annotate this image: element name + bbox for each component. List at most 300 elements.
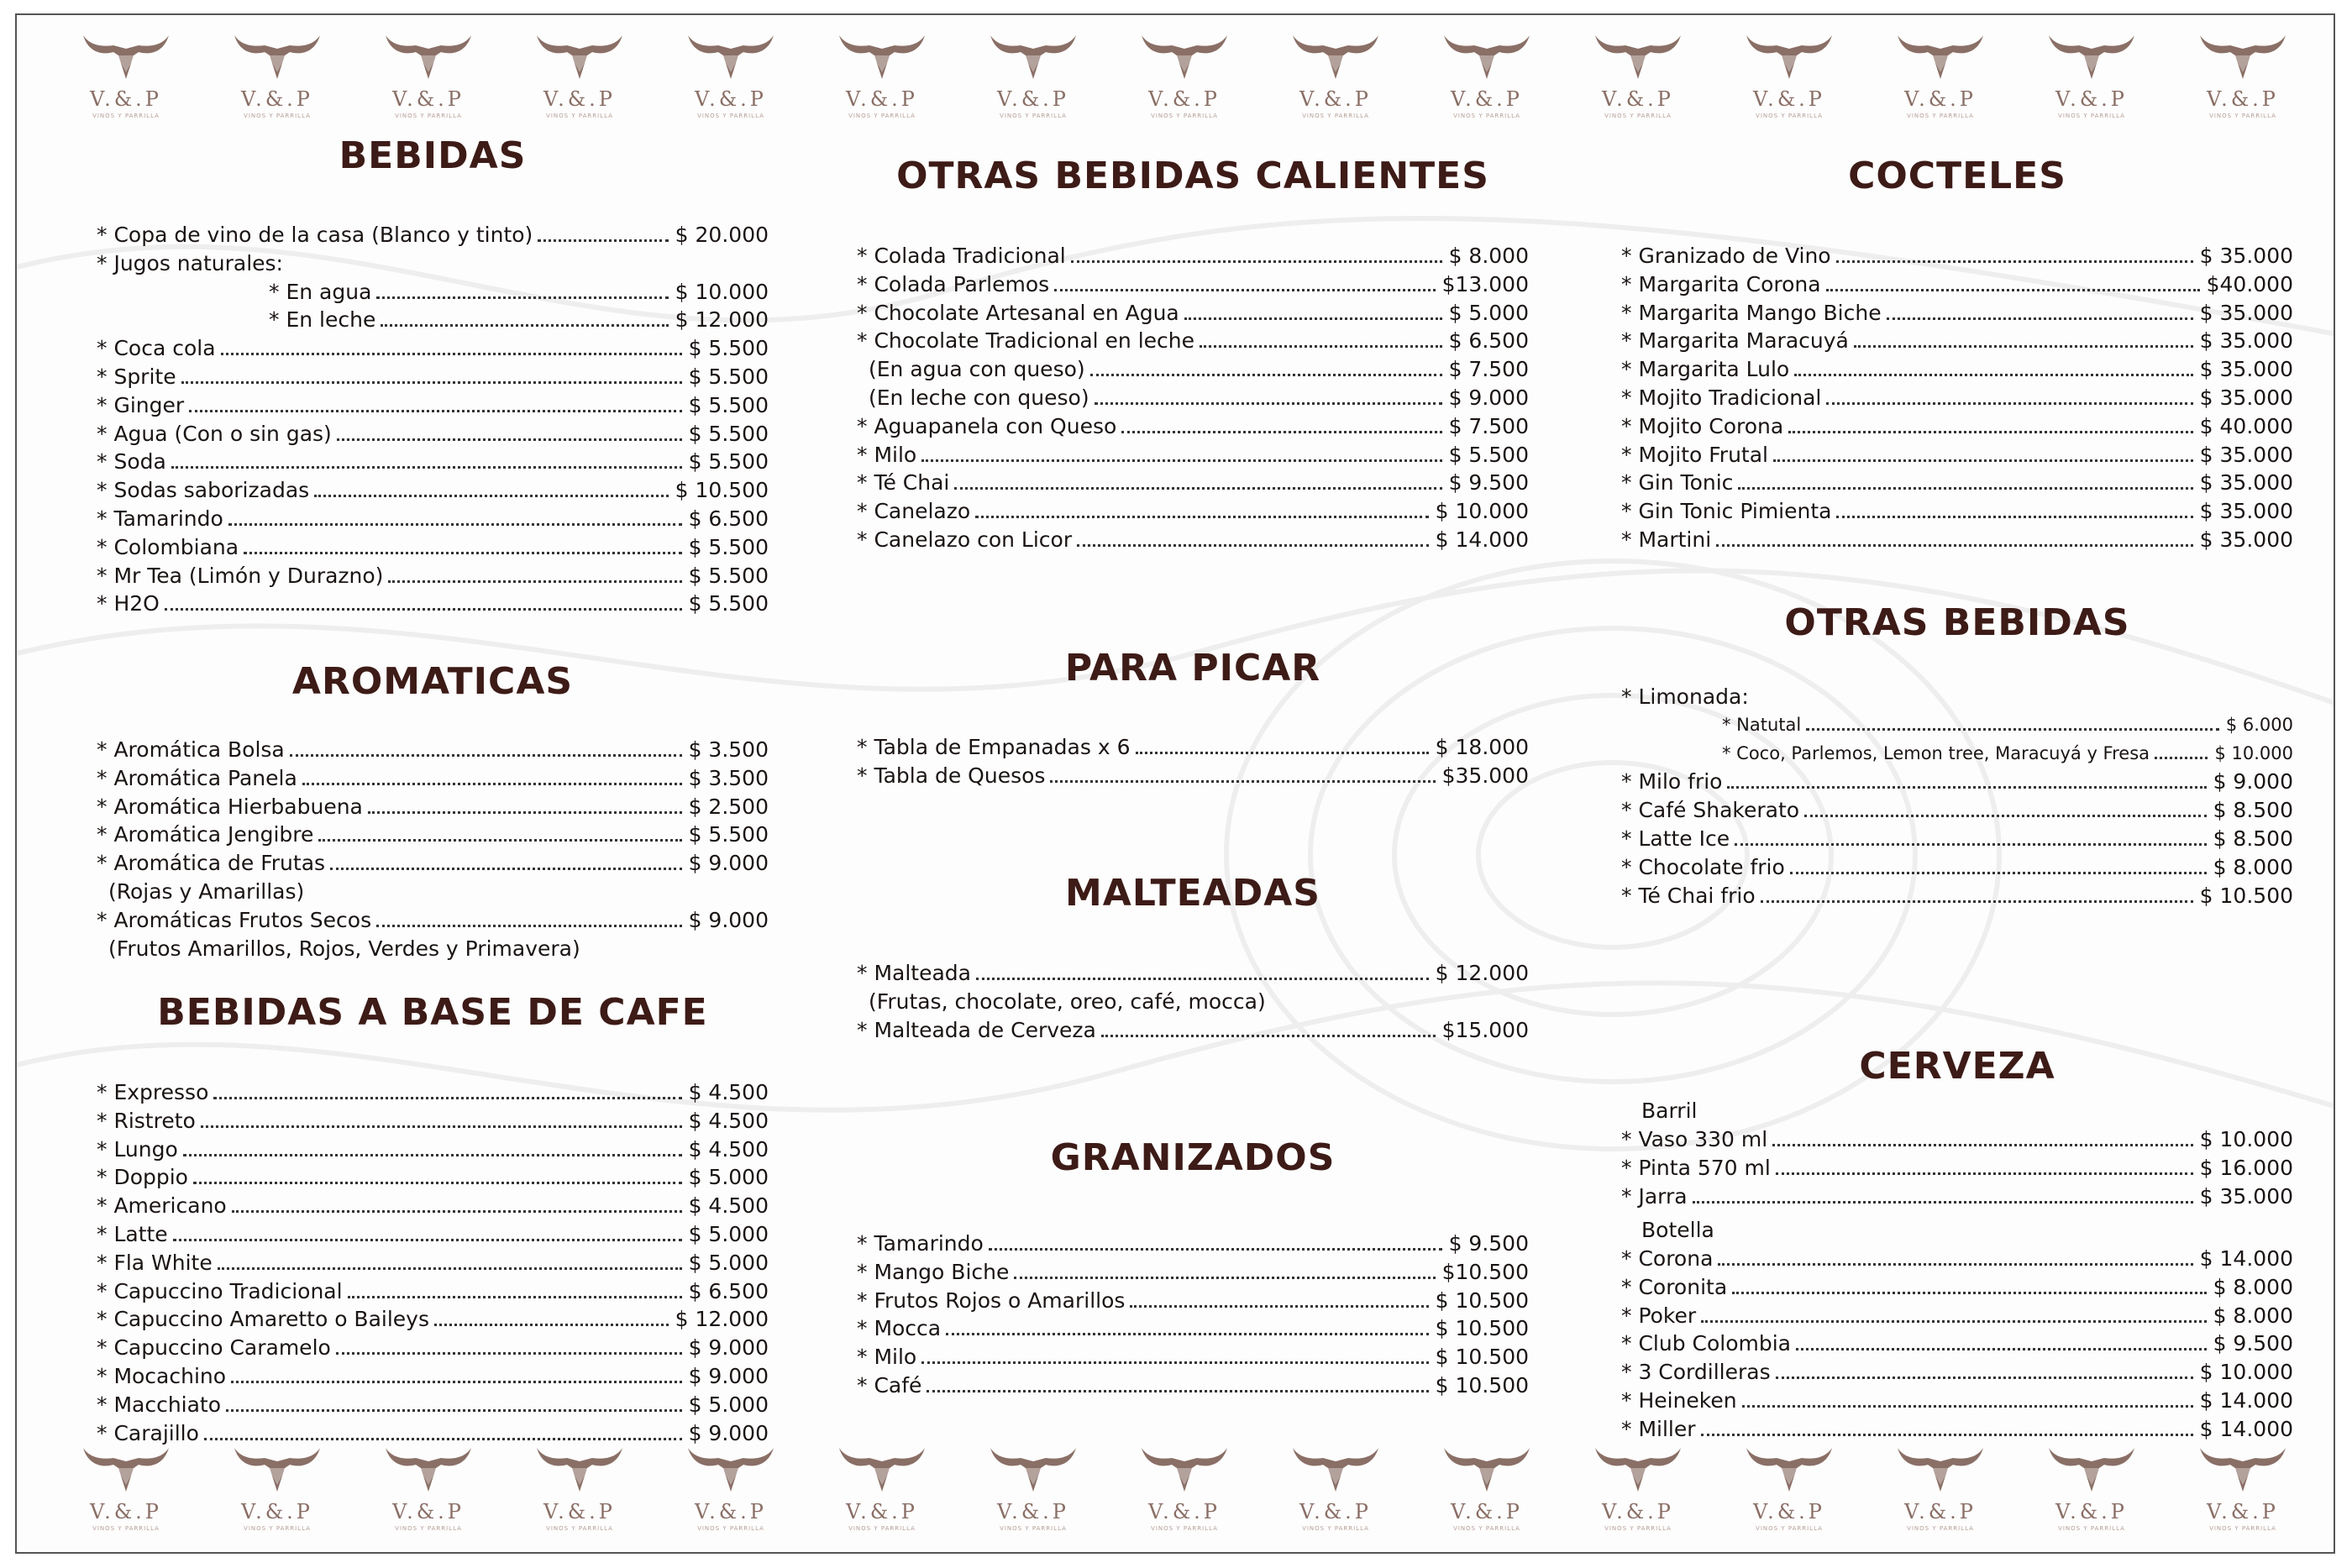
menu-item [97, 1220, 769, 1249]
menu-item-price: $ 5.500 [688, 421, 769, 446]
menu-item-name: * En agua [269, 279, 372, 304]
menu-item-price: $ 10.000 [675, 279, 769, 304]
list-otras [1621, 683, 2293, 910]
brand-monogram: V.&.P [392, 1500, 465, 1523]
menu-item-name: * Malteada de Cerveza [857, 1017, 1096, 1042]
menu-item-name: * Miller [1621, 1416, 1696, 1441]
menu-item-name: * Granizado de Vino [1621, 244, 1831, 268]
menu-item [1621, 1125, 2293, 1154]
list-calientes [857, 242, 1529, 554]
dot-leader [1727, 786, 2206, 789]
menu-item-name: * En leche [269, 307, 376, 333]
brand-tagline: VINOS Y PARRILLA [848, 113, 916, 119]
dot-leader [1701, 1320, 2206, 1323]
menu-item-name: * Mocachino [97, 1363, 227, 1388]
brand-tagline: VINOS Y PARRILLA [2058, 1525, 2125, 1532]
menu-item [1621, 526, 2293, 554]
menu-item [1621, 1245, 2293, 1273]
menu-item-name: * Canelazo con Licor [857, 527, 1073, 552]
dot-leader [1794, 374, 2192, 376]
menu-item-price: $10.500 [1441, 1259, 1529, 1284]
menu-item-price: $13.000 [1441, 271, 1529, 296]
menu-item [857, 384, 1529, 412]
menu-item [857, 469, 1529, 497]
menu-item [97, 249, 769, 278]
brand-monogram: V.&.P [1148, 87, 1221, 111]
menu-item-name: * Limonada: [1621, 684, 1749, 709]
brand-tagline: VINOS Y PARRILLA [1604, 113, 1672, 119]
brand-monogram: V.&.P [2055, 1500, 2128, 1523]
dot-leader [314, 495, 669, 497]
dot-leader [302, 783, 682, 785]
menu-item [857, 355, 1529, 384]
dot-leader [1854, 345, 2193, 348]
menu-item-name: * Capuccino Caramelo [97, 1335, 331, 1361]
dot-leader [954, 487, 1441, 490]
menu-item [97, 306, 769, 334]
list-cerveza-barril [1621, 1097, 2293, 1125]
menu-item-price: $ 35.000 [2199, 385, 2293, 410]
menu-item-name: * 3 Cordilleras [1621, 1360, 1771, 1385]
brand-tagline: VINOS Y PARRILLA [1000, 1525, 1067, 1532]
menu-item-name: * Lungo [97, 1136, 178, 1162]
dot-leader [1136, 752, 1429, 754]
menu-item-name: * Colada Tradicional [857, 244, 1066, 268]
menu-item-name: (En agua con queso) [869, 357, 1085, 382]
menu-item-price: $ 5.000 [688, 1221, 769, 1246]
menu-item-name: * Café Shakerato [1621, 798, 1800, 823]
menu-item-price: $ 5.500 [688, 822, 769, 847]
menu-item [97, 906, 769, 935]
menu-item-name: * Margarita Maracuyá [1621, 328, 1849, 354]
menu-item [97, 1277, 769, 1306]
dot-leader [1718, 1263, 2192, 1266]
menu-item-price: $ 5.000 [1448, 300, 1529, 325]
menu-item-name: * Vaso 330 ml [1621, 1127, 1768, 1151]
dot-leader [201, 1125, 682, 1128]
menu-item-name: * Mocca [857, 1316, 942, 1341]
menu-item-name: * Tabla de Quesos [857, 763, 1046, 788]
menu-item-name: * H2O [97, 591, 160, 616]
menu-item [97, 533, 769, 562]
menu-item-name: * Copa de vino de la casa (Blanco y tinto) [97, 223, 533, 247]
dot-leader [989, 1248, 1442, 1251]
list-malteadas [857, 959, 1529, 1044]
menu-item-price: $ 5.500 [688, 591, 769, 616]
menu-item [97, 1334, 769, 1362]
menu-item-price: $ 9.000 [688, 1420, 769, 1445]
menu-item-name: * Aromática Hierbabuena [97, 794, 363, 819]
brand-monogram: V.&.P [90, 87, 162, 111]
dot-leader [193, 1182, 682, 1184]
menu-item [857, 526, 1529, 554]
menu-item-name: * Ginger [97, 392, 185, 417]
menu-item-price: $ 35.000 [2199, 470, 2293, 496]
dot-leader [213, 1097, 681, 1099]
menu-item-price: $ 9.000 [688, 851, 769, 876]
menu-item-price: $ 3.500 [688, 737, 769, 762]
cerveza-botella-label: Botella [1641, 1218, 1714, 1242]
dot-leader [181, 381, 682, 384]
menu-item-price: $ 10.500 [1435, 1345, 1529, 1370]
brand-monogram: V.&.P [2055, 87, 2128, 111]
menu-sheet [15, 13, 2335, 1554]
menu-item-name: * Malteada [857, 961, 971, 985]
menu-item-price: $ 8.000 [2213, 1303, 2293, 1328]
dot-leader [204, 1438, 682, 1440]
list-picar [857, 733, 1529, 790]
menu-item [97, 420, 769, 448]
dot-leader [1050, 780, 1435, 783]
dot-leader [1735, 843, 2206, 846]
menu-item [97, 221, 769, 249]
menu-item [1621, 1358, 2293, 1387]
dot-leader [921, 1361, 1428, 1364]
dot-leader [1761, 900, 2193, 903]
menu-item-price: $ 35.000 [2199, 527, 2293, 552]
menu-item [857, 959, 1529, 988]
menu-item-name: * Corona [1621, 1246, 1714, 1271]
menu-item-price: $ 10.500 [1435, 1287, 1529, 1313]
menu-item-name: * Frutos Rojos o Amarillos [857, 1287, 1126, 1313]
menu-item-price: $ 14.000 [1435, 527, 1529, 552]
brand-tagline: VINOS Y PARRILLA [2209, 1525, 2276, 1532]
menu-item-price: $ 10.500 [675, 478, 769, 503]
menu-item-price: $ 6.500 [688, 1278, 769, 1303]
menu-item-name: * Jugos naturales: [97, 250, 283, 275]
brand-tagline: VINOS Y PARRILLA [1453, 113, 1520, 119]
brand-monogram: V.&.P [241, 87, 313, 111]
menu-item [1621, 1329, 2293, 1358]
brand-tagline: VINOS Y PARRILLA [697, 113, 764, 119]
menu-item [1621, 242, 2293, 270]
dot-leader [376, 296, 668, 299]
brand-tagline: VINOS Y PARRILLA [1000, 113, 1067, 119]
dot-leader [1796, 1348, 2207, 1350]
menu-item-name: * Martini [1621, 527, 1712, 552]
menu-item-price: $ 9.500 [2213, 1331, 2293, 1356]
menu-item-price: $ 9.000 [688, 1363, 769, 1388]
menu-item [857, 1016, 1529, 1045]
menu-item-name: * Fla White [97, 1250, 213, 1275]
brand-monogram: V.&.P [997, 87, 1069, 111]
dot-leader [165, 608, 682, 611]
menu-item-price: $ 35.000 [2199, 442, 2293, 467]
menu-item-price: $ 9.500 [1448, 470, 1529, 496]
menu-item [1621, 441, 2293, 469]
menu-item-name: * Aromática de Frutas [97, 851, 326, 876]
menu-item [857, 988, 1529, 1016]
menu-item-name: * Jarra [1621, 1183, 1688, 1209]
list-granizados [857, 1230, 1529, 1400]
menu-item-name: * Chocolate Artesanal en Agua [857, 300, 1179, 325]
section-title-granizados: GRANIZADOS [1050, 1136, 1336, 1179]
brand-monogram: V.&.P [543, 1500, 616, 1523]
menu-item [857, 1230, 1529, 1258]
menu-item [857, 1287, 1529, 1315]
menu-item-name: * Margarita Lulo [1621, 357, 1790, 382]
brand-monogram: V.&.P [392, 87, 465, 111]
menu-item-price: $ 10.000 [2199, 1360, 2293, 1385]
dot-leader [1732, 1292, 2206, 1294]
brand-tagline: VINOS Y PARRILLA [546, 1525, 613, 1532]
dot-leader [1077, 544, 1429, 547]
menu-item-price: $ 8.000 [2213, 1274, 2293, 1299]
dot-leader [1101, 1035, 1436, 1037]
brand-monogram: V.&.P [1904, 87, 1977, 111]
menu-item [1621, 768, 2293, 796]
dot-leader [1836, 516, 2192, 518]
menu-item-price: $ 10.000 [2199, 1127, 2293, 1151]
menu-item-name: * Milo [857, 442, 917, 467]
menu-item [857, 412, 1529, 441]
menu-item-name: * Café [857, 1372, 922, 1398]
brand-tagline: VINOS Y PARRILLA [1302, 113, 1369, 119]
menu-item-name: * Club Colombia [1621, 1331, 1791, 1356]
menu-item-name: * Ristreto [97, 1108, 196, 1133]
menu-item-name: * Capuccino Tradicional [97, 1278, 343, 1303]
menu-item-price: $ 16.000 [2199, 1155, 2293, 1180]
brand-monogram: V.&.P [1299, 87, 1372, 111]
dot-leader [1806, 728, 2219, 731]
menu-item [97, 1163, 769, 1192]
brand-monogram: V.&.P [1753, 1500, 1825, 1523]
menu-item [97, 1419, 769, 1448]
menu-item-name: * Coco, Parlemos, Lemon tree, Maracuyá y Fresa [1722, 742, 2150, 763]
menu-item-price: $ 5.000 [688, 1250, 769, 1275]
menu-item-price: $ 12.000 [675, 307, 769, 333]
menu-item [1621, 469, 2293, 497]
brand-tagline: VINOS Y PARRILLA [1151, 1525, 1218, 1532]
menu-item-price: $ 6.500 [1448, 328, 1529, 354]
menu-item [1621, 1154, 2293, 1183]
menu-item-price: $ 14.000 [2199, 1416, 2293, 1441]
menu-item-name: * Mojito Corona [1621, 413, 1784, 438]
brand-tagline: VINOS Y PARRILLA [395, 1525, 462, 1532]
menu-item-price: $ 5.500 [688, 449, 769, 475]
menu-item-price: $ 20.000 [675, 223, 769, 247]
brand-monogram: V.&.P [1451, 1500, 1523, 1523]
section-title-cocteles: COCTELES [1848, 155, 2066, 197]
menu-item-price: $ 10.500 [1435, 1372, 1529, 1398]
menu-item-price: $ 35.000 [2199, 357, 2293, 382]
menu-item-price: $ 5.000 [688, 1392, 769, 1417]
brand-tagline: VINOS Y PARRILLA [395, 113, 462, 119]
column-right [1621, 15, 2293, 1554]
menu-item-price: $ 12.000 [1435, 961, 1529, 985]
menu-item-name: * Carajillo [97, 1420, 199, 1445]
menu-item-price: $ 8.000 [2213, 854, 2293, 879]
dot-leader [1716, 544, 2193, 547]
menu-item-name: * Mr Tea (Limón y Durazno) [97, 563, 384, 588]
dot-leader [290, 754, 682, 757]
menu-item-name: * Expresso [97, 1080, 209, 1104]
menu-item-name: * Sodas saborizadas [97, 478, 310, 503]
dot-leader [1130, 1305, 1428, 1308]
dot-leader [1887, 317, 2193, 320]
menu-item [857, 762, 1529, 790]
dot-leader [232, 1210, 682, 1213]
menu-item-name: * Chocolate frio [1621, 854, 1785, 879]
menu-item-name: * Heineken [1621, 1387, 1737, 1413]
list-cerveza-botella [1621, 1216, 2293, 1245]
brand-tagline: VINOS Y PARRILLA [1756, 1525, 1823, 1532]
menu-item-price: $ 35.000 [2199, 244, 2293, 268]
menu-item-name: * Latte [97, 1221, 168, 1246]
brand-monogram: V.&.P [1451, 87, 1523, 111]
dot-leader [1071, 260, 1442, 263]
menu-item-name: * Tamarindo [857, 1231, 984, 1256]
menu-item [97, 1305, 769, 1334]
menu-item [97, 363, 769, 391]
menu-item [1621, 355, 2293, 384]
menu-item-name: * Tamarindo [97, 506, 223, 531]
menu-item-name: * Sprite [97, 364, 176, 389]
dot-leader [1788, 431, 2192, 433]
menu-item [97, 849, 769, 878]
menu-item-price: $ 2.500 [688, 794, 769, 819]
menu-item-name: * Coronita [1621, 1274, 1728, 1299]
menu-item-price: $ 14.000 [2199, 1246, 2293, 1271]
menu-item-name: * Soda [97, 449, 166, 475]
brand-monogram: V.&.P [1602, 1500, 1674, 1523]
menu-item [1621, 384, 2293, 412]
column-center [857, 15, 1529, 1554]
menu-item-price: $ 35.000 [2199, 499, 2293, 524]
menu-item [97, 821, 769, 849]
menu-item [97, 1107, 769, 1135]
menu-item-price: $ 9.000 [2213, 769, 2293, 794]
menu-item [97, 1135, 769, 1164]
dot-leader [1826, 289, 2200, 291]
brand-monogram: V.&.P [2207, 1500, 2279, 1523]
menu-item-price: $ 5.500 [688, 534, 769, 559]
menu-item-name: * Chocolate Tradicional en leche [857, 328, 1195, 354]
menu-item [97, 1192, 769, 1220]
dot-leader [2155, 757, 2208, 759]
dot-leader [538, 239, 668, 242]
menu-item [97, 793, 769, 821]
brand-tagline: VINOS Y PARRILLA [1756, 113, 1823, 119]
menu-item [1621, 882, 2293, 910]
menu-item [857, 242, 1529, 270]
menu-item-price: $ 4.500 [688, 1108, 769, 1133]
dot-leader [381, 324, 668, 327]
menu-item-name: * Tabla de Empanadas x 6 [857, 735, 1131, 759]
brand-tagline: VINOS Y PARRILLA [1907, 113, 1974, 119]
dot-leader [1776, 1377, 2193, 1379]
dot-leader [388, 580, 681, 583]
menu-item [97, 476, 769, 505]
menu-item-name: * Mojito Tradicional [1621, 385, 1822, 410]
menu-item [857, 270, 1529, 299]
section-title-picar: PARA PICAR [1064, 647, 1321, 690]
menu-item [97, 1078, 769, 1107]
dot-leader [376, 925, 681, 927]
brand-tagline: VINOS Y PARRILLA [92, 113, 160, 119]
menu-item [1621, 1302, 2293, 1330]
dot-leader [189, 410, 681, 412]
list-barril [1621, 1125, 2293, 1210]
menu-item [1621, 299, 2293, 328]
menu-item-price: $ 5.500 [688, 364, 769, 389]
dot-leader [1836, 260, 2193, 263]
menu-item [857, 1343, 1529, 1371]
dot-leader [1738, 487, 2192, 490]
section-title-cerveza: CERVEZA [1859, 1045, 2055, 1088]
brand-tagline: VINOS Y PARRILLA [1302, 1525, 1369, 1532]
menu-item [1621, 1415, 2293, 1444]
menu-item [1621, 1387, 2293, 1415]
brand-monogram: V.&.P [846, 87, 918, 111]
menu-item [857, 497, 1529, 526]
dot-leader [1014, 1277, 1435, 1279]
section-title-aromaticas: AROMATICAS [291, 660, 574, 703]
menu-item-name: * Agua (Con o sin gas) [97, 421, 332, 446]
menu-item-name: * Doppio [97, 1165, 188, 1190]
menu-item-price: $35.000 [1441, 763, 1529, 788]
dot-leader [171, 466, 682, 469]
menu-item-price: $ 7.500 [1448, 357, 1529, 382]
list-cocteles [1621, 242, 2293, 554]
dot-leader [1090, 374, 1442, 376]
section-title-cafe: BEBIDAS A BASE DE CAFE [157, 991, 708, 1034]
menu-item-name: * Gin Tonic [1621, 470, 1734, 496]
brand-tagline: VINOS Y PARRILLA [1604, 1525, 1672, 1532]
brand-tagline: VINOS Y PARRILLA [92, 1525, 160, 1532]
menu-item-price: $ 35.000 [2199, 300, 2293, 325]
dot-leader [1804, 815, 2207, 817]
dot-leader [218, 1267, 682, 1270]
menu-item-price: $ 8.500 [2213, 826, 2293, 851]
list-botella [1621, 1245, 2293, 1444]
menu-item [1621, 796, 2293, 825]
menu-item [1621, 853, 2293, 882]
dot-leader [368, 811, 682, 814]
menu-item-name: * Latte Ice [1621, 826, 1730, 851]
dot-leader [975, 516, 1429, 518]
menu-item [1621, 1183, 2293, 1211]
list-bebidas [97, 221, 769, 618]
menu-item-price: $ 10.000 [2214, 742, 2293, 763]
dot-leader [330, 868, 682, 870]
menu-item-price: $ 3.500 [688, 765, 769, 790]
brand-monogram: V.&.P [1904, 1500, 1977, 1523]
brand-tagline: VINOS Y PARRILLA [848, 1525, 916, 1532]
menu-item-name: * Gin Tonic Pimienta [1621, 499, 1832, 524]
menu-item [97, 505, 769, 533]
dot-leader [231, 1381, 682, 1383]
menu-item-name: * Milo frio [1621, 769, 1723, 794]
brand-monogram: V.&.P [846, 1500, 918, 1523]
brand-tagline: VINOS Y PARRILLA [244, 1525, 311, 1532]
dot-leader [1095, 402, 1442, 405]
menu-item-price: $ 14.000 [2199, 1387, 2293, 1413]
menu-item-name: * Pinta 570 ml [1621, 1155, 1771, 1180]
menu-item-price: $ 12.000 [675, 1307, 769, 1332]
menu-item [1621, 740, 2293, 768]
brand-tagline: VINOS Y PARRILLA [244, 113, 311, 119]
dot-leader [173, 1239, 682, 1241]
section-title-malteadas: MALTEADAS [1065, 872, 1320, 915]
dot-leader [434, 1324, 669, 1326]
menu-item-name: * Capuccino Amaretto o Baileys [97, 1307, 429, 1332]
menu-item-price: $ 10.000 [1435, 499, 1529, 524]
menu-item [97, 391, 769, 420]
menu-item [857, 733, 1529, 762]
list-cafe [97, 1078, 769, 1447]
menu-item-name: (Frutas, chocolate, oreo, café, mocca) [869, 989, 1266, 1014]
